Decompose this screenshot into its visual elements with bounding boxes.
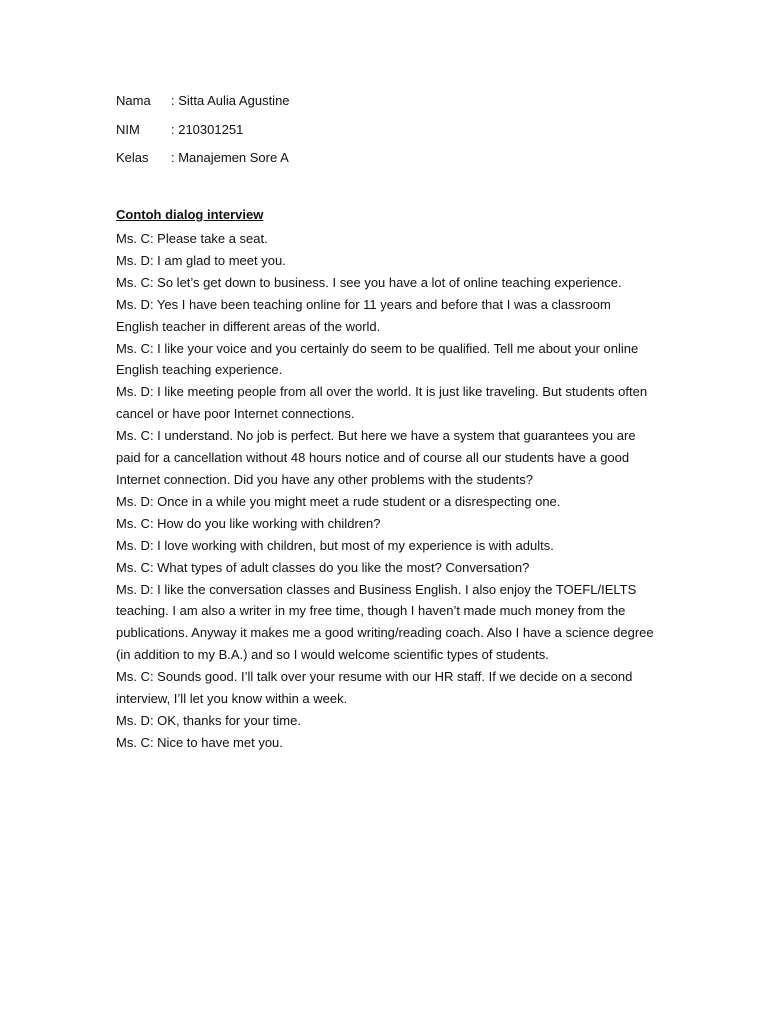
identity-row-name	[116, 91, 290, 120]
dialog-line: Ms. C: Please take a seat.	[116, 231, 268, 246]
identity-row-class	[116, 148, 290, 177]
dialog-line: Ms. C: I understand. No job is perfect. But here we have a system that guarantees you are paid for a cancellation without 48 hours notice and of course all our students have a good Internet connection. Did you have any other problems with the students?	[116, 428, 636, 487]
dialog-line: Ms. C: So let’s get down to business. I see you have a lot of online teaching experience.	[116, 274, 622, 290]
nim-value: : 210301251	[171, 121, 244, 137]
dialog-line: Ms. D: Yes I have been teaching online for 11 years and before that I was a classroom English teacher in different areas of the world.	[116, 296, 611, 334]
identity-row-nim	[116, 120, 290, 149]
dialog-line: Ms. D: OK, thanks for your time.	[116, 712, 301, 728]
section-heading: Contoh dialog interview	[116, 207, 264, 222]
student-identity	[116, 91, 290, 177]
dialog-line: Ms. C: Sounds good. I’ll talk over your resume with our HR staff. If we decide on a second interview, I’ll let you know within a week.	[116, 669, 633, 707]
name-value: : Sitta Aulia Agustine	[171, 93, 290, 108]
nim-label: NIM	[116, 121, 140, 137]
dialog-line: Ms. D: I am glad to meet you.	[116, 252, 286, 268]
dialog-section	[116, 204, 656, 754]
dialog-line: Ms. C: Nice to have met you.	[116, 734, 283, 750]
dialog-line: Ms. C: What types of adult classes do you like the most? Conversation?	[116, 559, 530, 575]
class-label: Kelas	[116, 150, 149, 165]
dialog-line: Ms. D: I love working with children, but most of my experience is with adults.	[116, 537, 554, 553]
dialog-line: Ms. D: I like the conversation classes and Business English. I also enjoy the TOEFL/IELTS teaching. I am also a writer in my free time, though I haven’t made much money from the publications. Anyway it makes me a good writing/reading coach. Also I have a science degree (in addition to my B.A.) and so I would welcome scientific types of students.	[116, 581, 654, 663]
dialog-line: Ms. C: I like your voice and you certainly do seem to be qualified. Tell me about your online English teaching experience.	[116, 340, 639, 378]
dialog-line: Ms. D: I like meeting people from all over the world. It is just like traveling. But students often cancel or have poor Internet connections.	[116, 384, 648, 422]
class-value: : Manajemen Sore A	[171, 150, 289, 165]
dialog-line: Ms. C: How do you like working with children?	[116, 515, 381, 531]
dialog-line: Ms. D: Once in a while you might meet a rude student or a disrespecting one.	[116, 493, 561, 509]
name-label: Nama	[116, 93, 151, 108]
